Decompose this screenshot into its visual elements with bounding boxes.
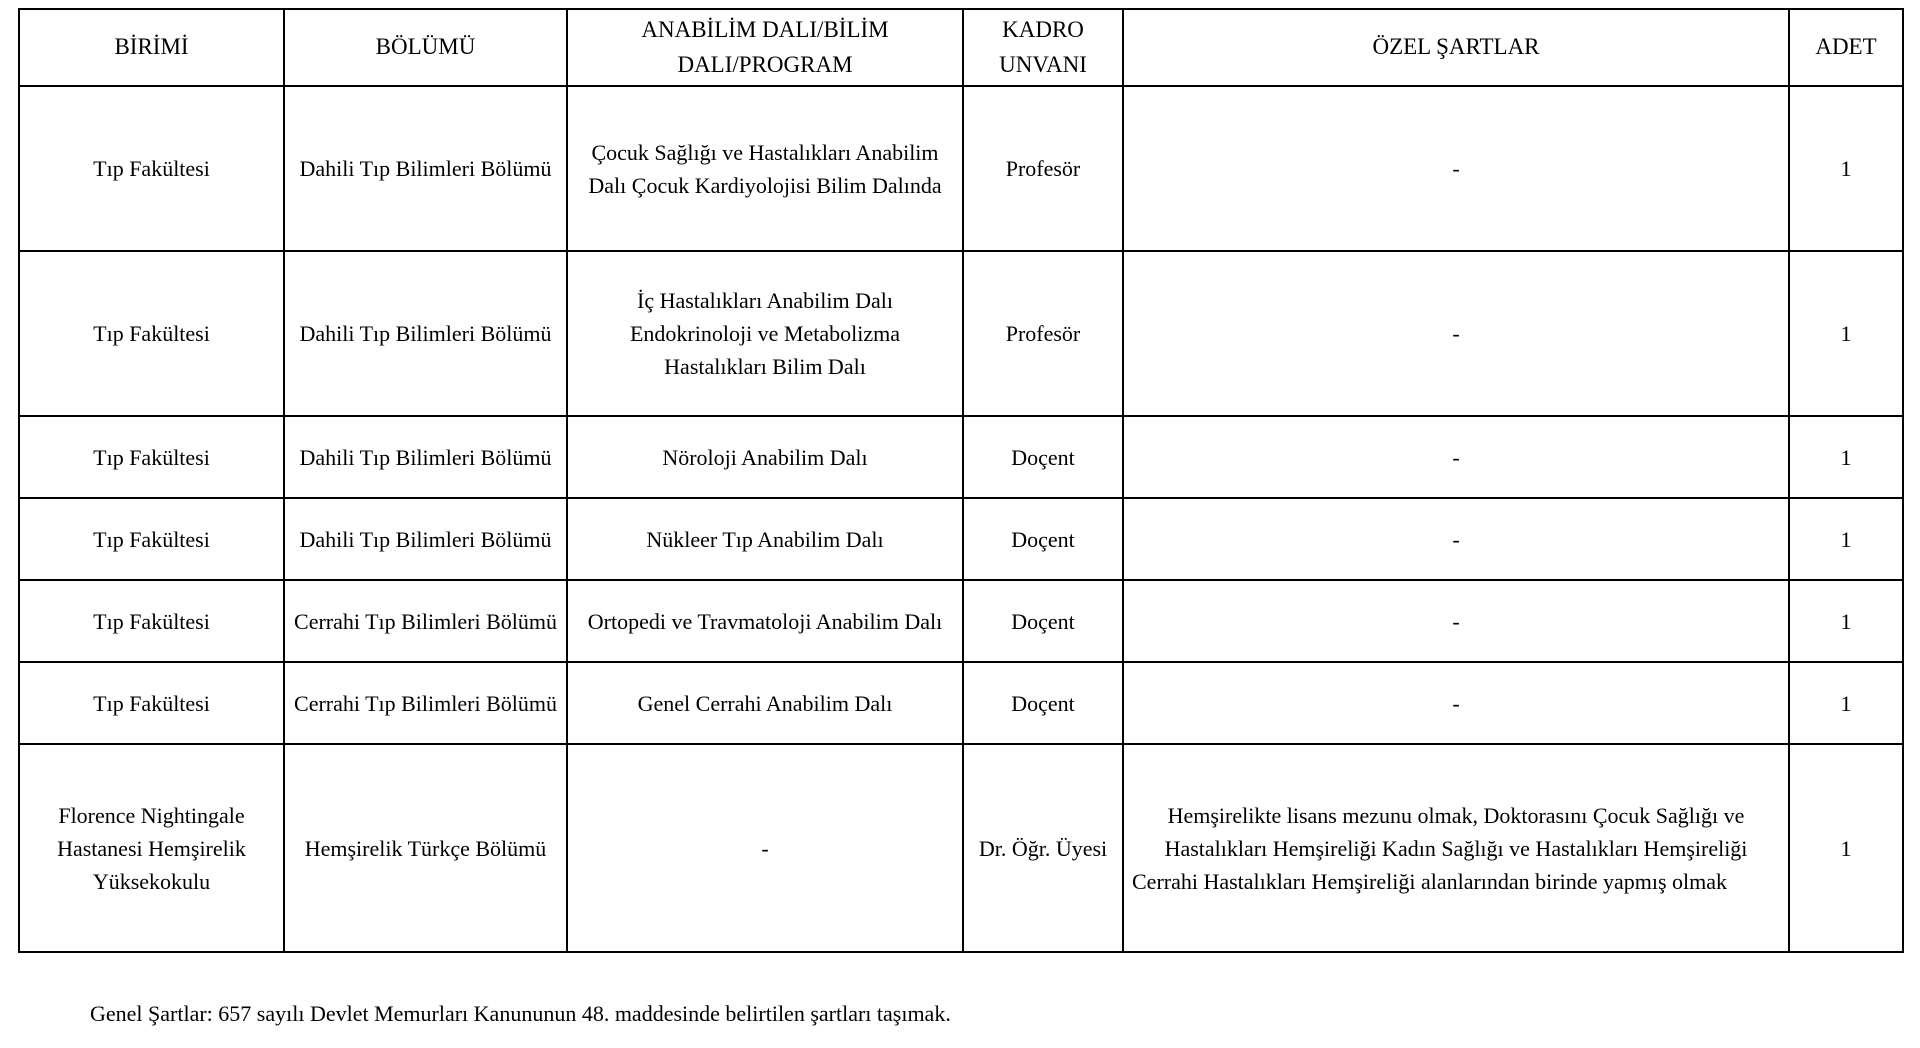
cell-ozel-sartlar: - bbox=[1123, 662, 1789, 744]
cell-birimi: Florence Nightingale Hastanesi Hemşirelik Yüksekokulu bbox=[19, 744, 284, 952]
cell-adet: 1 bbox=[1789, 86, 1903, 251]
table-row bbox=[19, 744, 1903, 952]
cell-birimi: Tıp Fakültesi bbox=[19, 251, 284, 416]
cell-anabilim-dali: İç Hastalıkları Anabilim Dalı Endokrinoloji ve Metabolizma Hastalıkları Bilim Dalı bbox=[567, 251, 963, 416]
cell-ozel-sartlar: Hemşirelikte lisans mezunu olmak, Doktorasını Çocuk Sağlığı ve Hastalıkları Hemşireliği Kadın Sağlığı ve Hastalıkları Hemşireliği Cerrahi Hastalıkları Hemşireliği alanlarından birinde yapmış olmak bbox=[1123, 744, 1789, 952]
cell-anabilim-dali: Ortopedi ve Travmatoloji Anabilim Dalı bbox=[567, 580, 963, 662]
cell-birimi: Tıp Fakültesi bbox=[19, 662, 284, 744]
cell-kadro-unvani: Profesör bbox=[963, 86, 1123, 251]
cell-adet: 1 bbox=[1789, 498, 1903, 580]
cell-bolumu: Dahili Tıp Bilimleri Bölümü bbox=[284, 86, 567, 251]
general-conditions-note: Genel Şartlar: 657 sayılı Devlet Memurları Kanununun 48. maddesinde belirtilen şartları taşımak. bbox=[90, 1001, 951, 1026]
cell-ozel-sartlar: - bbox=[1123, 251, 1789, 416]
table-row bbox=[19, 498, 1903, 580]
job-postings-table bbox=[18, 8, 1904, 953]
col-header-anabilim-dali: ANABİLİM DALI/BİLİM DALI/PROGRAM bbox=[567, 9, 963, 86]
cell-bolumu: Hemşirelik Türkçe Bölümü bbox=[284, 744, 567, 952]
col-header-birimi: BİRİMİ bbox=[19, 9, 284, 86]
cell-anabilim-dali: Nükleer Tıp Anabilim Dalı bbox=[567, 498, 963, 580]
cell-adet: 1 bbox=[1789, 662, 1903, 744]
cell-anabilim-dali: Genel Cerrahi Anabilim Dalı bbox=[567, 662, 963, 744]
cell-kadro-unvani: Doçent bbox=[963, 662, 1123, 744]
cell-adet: 1 bbox=[1789, 744, 1903, 952]
cell-adet: 1 bbox=[1789, 580, 1903, 662]
col-header-adet: ADET bbox=[1789, 9, 1903, 86]
cell-kadro-unvani: Doçent bbox=[963, 498, 1123, 580]
cell-bolumu: Cerrahi Tıp Bilimleri Bölümü bbox=[284, 580, 567, 662]
cell-ozel-sartlar: - bbox=[1123, 416, 1789, 498]
col-header-kadro-unvani: KADRO UNVANI bbox=[963, 9, 1123, 86]
cell-kadro-unvani: Dr. Öğr. Üyesi bbox=[963, 744, 1123, 952]
cell-anabilim-dali: Çocuk Sağlığı ve Hastalıkları Anabilim Dalı Çocuk Kardiyolojisi Bilim Dalında bbox=[567, 86, 963, 251]
cell-ozel-sartlar: - bbox=[1123, 580, 1789, 662]
table-row bbox=[19, 416, 1903, 498]
table-row bbox=[19, 580, 1903, 662]
cell-birimi: Tıp Fakültesi bbox=[19, 86, 284, 251]
col-header-bolumu: BÖLÜMÜ bbox=[284, 9, 567, 86]
cell-birimi: Tıp Fakültesi bbox=[19, 580, 284, 662]
table-header-row bbox=[19, 9, 1903, 86]
cell-birimi: Tıp Fakültesi bbox=[19, 416, 284, 498]
cell-anabilim-dali: Nöroloji Anabilim Dalı bbox=[567, 416, 963, 498]
cell-anabilim-dali: - bbox=[567, 744, 963, 952]
cell-kadro-unvani: Profesör bbox=[963, 251, 1123, 416]
cell-adet: 1 bbox=[1789, 416, 1903, 498]
document-page bbox=[0, 8, 1920, 1048]
cell-birimi: Tıp Fakültesi bbox=[19, 498, 284, 580]
cell-bolumu: Dahili Tıp Bilimleri Bölümü bbox=[284, 416, 567, 498]
table-row bbox=[19, 251, 1903, 416]
cell-kadro-unvani: Doçent bbox=[963, 580, 1123, 662]
cell-bolumu: Dahili Tıp Bilimleri Bölümü bbox=[284, 251, 567, 416]
cell-bolumu: Dahili Tıp Bilimleri Bölümü bbox=[284, 498, 567, 580]
cell-adet: 1 bbox=[1789, 251, 1903, 416]
cell-ozel-sartlar: - bbox=[1123, 86, 1789, 251]
table-row bbox=[19, 86, 1903, 251]
table-row bbox=[19, 662, 1903, 744]
cell-kadro-unvani: Doçent bbox=[963, 416, 1123, 498]
cell-bolumu: Cerrahi Tıp Bilimleri Bölümü bbox=[284, 662, 567, 744]
cell-ozel-sartlar: - bbox=[1123, 498, 1789, 580]
col-header-ozel-sartlar: ÖZEL ŞARTLAR bbox=[1123, 9, 1789, 86]
